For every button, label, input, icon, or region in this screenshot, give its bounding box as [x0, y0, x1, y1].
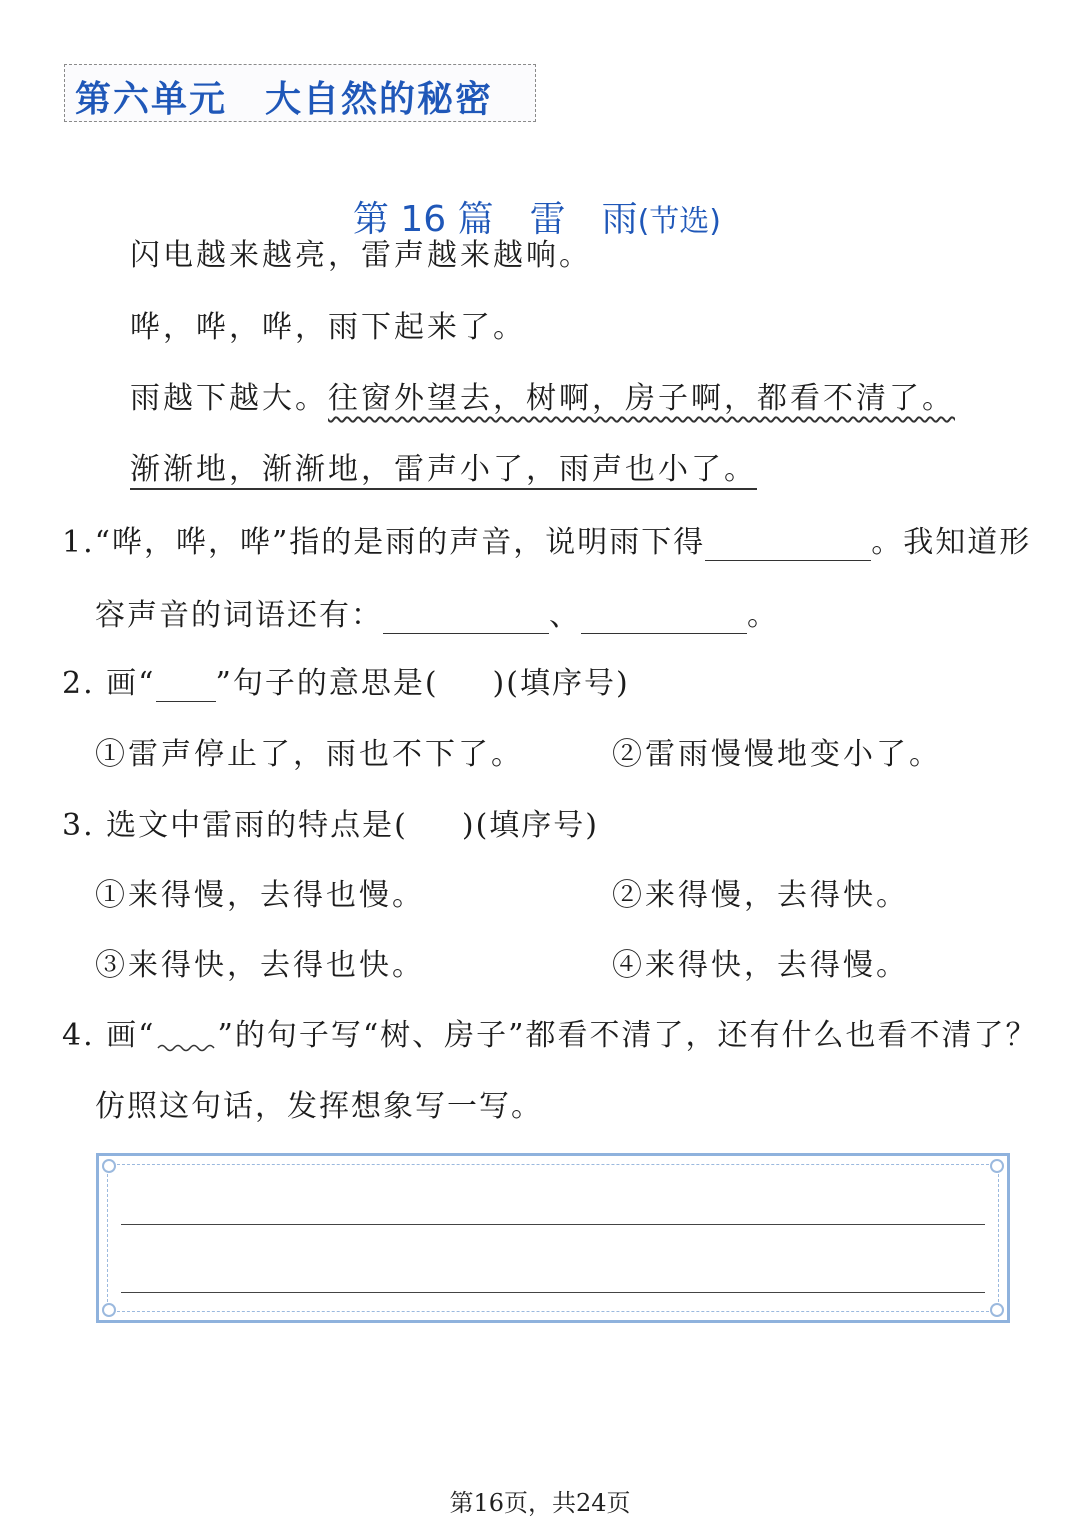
question-3-option-3: ③来得快，去得也快。: [95, 948, 425, 983]
question-4-line-2: 仿照这句话，发挥想象写一写。: [95, 1089, 543, 1124]
question-1-line-2: [95, 590, 779, 634]
corner-ornament: [990, 1303, 1004, 1317]
passage-paragraph-2: 哗，哗，哗，雨下起来了。: [130, 310, 526, 345]
question-3-close: )(填序号): [461, 808, 599, 843]
question-1-end: 。: [747, 598, 779, 633]
question-4-prefix: 4. 画“: [62, 1018, 156, 1053]
lesson-title-main: 第 16 篇 雷 雨: [352, 199, 638, 240]
passage-paragraph-3: [130, 373, 955, 417]
page-footer: 第16页，共24页: [449, 1489, 631, 1517]
question-2: [62, 658, 630, 702]
passage-paragraph-4: [130, 444, 757, 488]
answer-blank-3[interactable]: [581, 603, 747, 634]
passage-underlined-sentence: 渐渐地，渐渐地，雷声小了，雨声也小了。: [130, 452, 757, 487]
question-1-text-cont: 。我知道形: [871, 525, 1032, 560]
answer-writing-box[interactable]: [96, 1153, 1010, 1323]
answer-blank-1[interactable]: [705, 530, 871, 561]
unit-title: 第六单元 大自然的秘密: [75, 79, 494, 120]
question-3-option-1: ①来得慢，去得也慢。: [95, 878, 425, 913]
corner-ornament: [102, 1303, 116, 1317]
writing-box-inner-border: [107, 1164, 999, 1312]
question-3-prefix: 3. 选文中雷雨的特点是(: [62, 808, 408, 843]
passage-paragraph-3-plain: 雨越下越大。: [130, 381, 328, 416]
passage-paragraph-1: 闪电越来越亮，雷声越来越响。: [130, 238, 592, 273]
question-1-text: 1.“哗，哗，哗”指的是雨的声音，说明雨下得: [62, 525, 706, 560]
unit-header: [64, 64, 536, 122]
question-1-separator: 、: [549, 598, 581, 633]
writing-line-1[interactable]: [121, 1224, 985, 1225]
question-2-close: )(填序号): [492, 666, 630, 701]
question-1-line-2-text: 容声音的词语还有：: [95, 598, 383, 633]
corner-ornament: [990, 1159, 1004, 1173]
question-4-suffix: ”的句子写“树、房子”都看不清了，还有什么也看不清了？: [217, 1018, 1038, 1053]
question-2-option-2: ②雷雨慢慢地变小了。: [612, 737, 942, 772]
question-4-line-1: [62, 1010, 1038, 1054]
wavy-line-sample: [156, 1024, 218, 1054]
question-3-option-2: ②来得慢，去得快。: [612, 878, 909, 913]
question-3: [62, 800, 599, 844]
question-2-suffix: ”句子的意思是(: [215, 666, 439, 701]
question-1-line-1: [62, 517, 1031, 561]
question-2-option-1: ①雷声停止了，雨也不下了。: [95, 737, 524, 772]
question-2-prefix: 2. 画“: [62, 666, 156, 701]
answer-blank-2[interactable]: [383, 603, 549, 634]
passage-wavy-sentence: 往窗外望去，树啊，房子啊，都看不清了。: [328, 381, 955, 416]
lesson-title-note: (节选): [637, 204, 722, 239]
writing-line-2[interactable]: [121, 1292, 985, 1293]
lesson-title: [330, 150, 721, 242]
straight-line-sample: [156, 679, 216, 702]
corner-ornament: [102, 1159, 116, 1173]
question-3-option-4: ④来得快，去得慢。: [612, 948, 909, 983]
